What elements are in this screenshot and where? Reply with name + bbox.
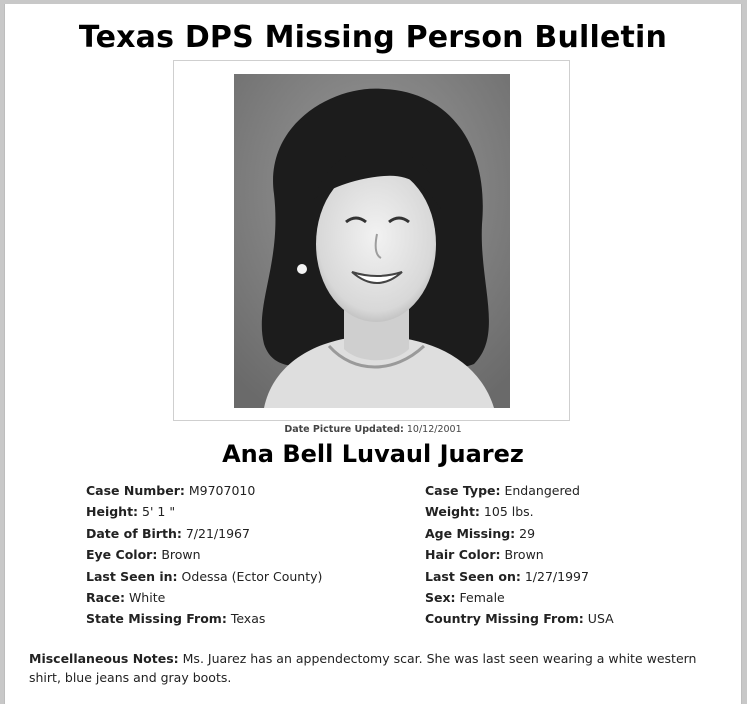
- photo-caption: [5, 424, 741, 435]
- detail-label: Eye Color:: [86, 547, 158, 563]
- detail-row: [425, 608, 614, 629]
- detail-label: Case Type:: [425, 483, 501, 498]
- detail-row: [425, 501, 614, 522]
- detail-value: 1/27/1997: [524, 568, 589, 584]
- detail-row: [425, 523, 614, 544]
- detail-value: Texas: [230, 611, 266, 627]
- detail-label: Case Number:: [86, 483, 185, 498]
- detail-label: Last Seen in:: [86, 568, 178, 584]
- missing-person-photo: [234, 74, 510, 408]
- detail-label: Last Seen on:: [425, 568, 521, 584]
- detail-row: [86, 544, 322, 565]
- detail-label: Age Missing:: [425, 525, 516, 541]
- detail-row: [86, 501, 322, 522]
- detail-value: 105 lbs.: [483, 504, 534, 520]
- detail-row: [86, 480, 322, 501]
- detail-row: [86, 587, 322, 608]
- detail-value: M9707010: [188, 483, 256, 498]
- photo-caption-label: Date Picture Updated:: [284, 424, 404, 435]
- miscellaneous-notes: [29, 649, 719, 687]
- detail-label: Race:: [86, 590, 125, 606]
- detail-label: Weight:: [425, 504, 480, 520]
- details-right-column: [425, 480, 614, 630]
- detail-label: Country Missing From:: [425, 611, 584, 627]
- bulletin-page: [4, 4, 742, 704]
- detail-label: Hair Color:: [425, 547, 501, 563]
- detail-row: [86, 608, 322, 629]
- person-name: Ana Bell Luvaul Juarez: [222, 440, 524, 468]
- detail-label: Height:: [86, 504, 139, 520]
- detail-row: [425, 587, 614, 608]
- detail-value: White: [128, 590, 166, 606]
- photo-caption-value: 10/12/2001: [406, 424, 462, 435]
- detail-value: Endangered: [504, 483, 580, 498]
- details-left-column: [86, 480, 322, 630]
- detail-value: 7/21/1967: [185, 525, 250, 541]
- page-title: Texas DPS Missing Person Bulletin: [78, 20, 668, 55]
- detail-label: Sex:: [425, 590, 456, 606]
- notes-text: Ms. Juarez has an appendectomy scar. She was last seen wearing a white western shirt, blue jeans and gray boots.: [29, 651, 697, 685]
- detail-label: Date of Birth:: [86, 525, 182, 541]
- detail-value: Odessa (Ector County): [181, 568, 323, 584]
- detail-value: 29: [519, 525, 536, 541]
- detail-value: Brown: [504, 547, 544, 563]
- detail-row: [425, 480, 614, 501]
- detail-row: [425, 566, 614, 587]
- detail-row: [86, 566, 322, 587]
- detail-row: [425, 544, 614, 565]
- detail-label: State Missing From:: [86, 611, 227, 627]
- notes-label: Miscellaneous Notes:: [29, 651, 179, 666]
- detail-value: Female: [459, 590, 505, 606]
- detail-value: USA: [587, 611, 614, 627]
- detail-value: 5' 1 ": [142, 504, 176, 520]
- detail-row: [86, 523, 322, 544]
- detail-value: Brown: [161, 547, 201, 563]
- photo-frame: [173, 60, 570, 421]
